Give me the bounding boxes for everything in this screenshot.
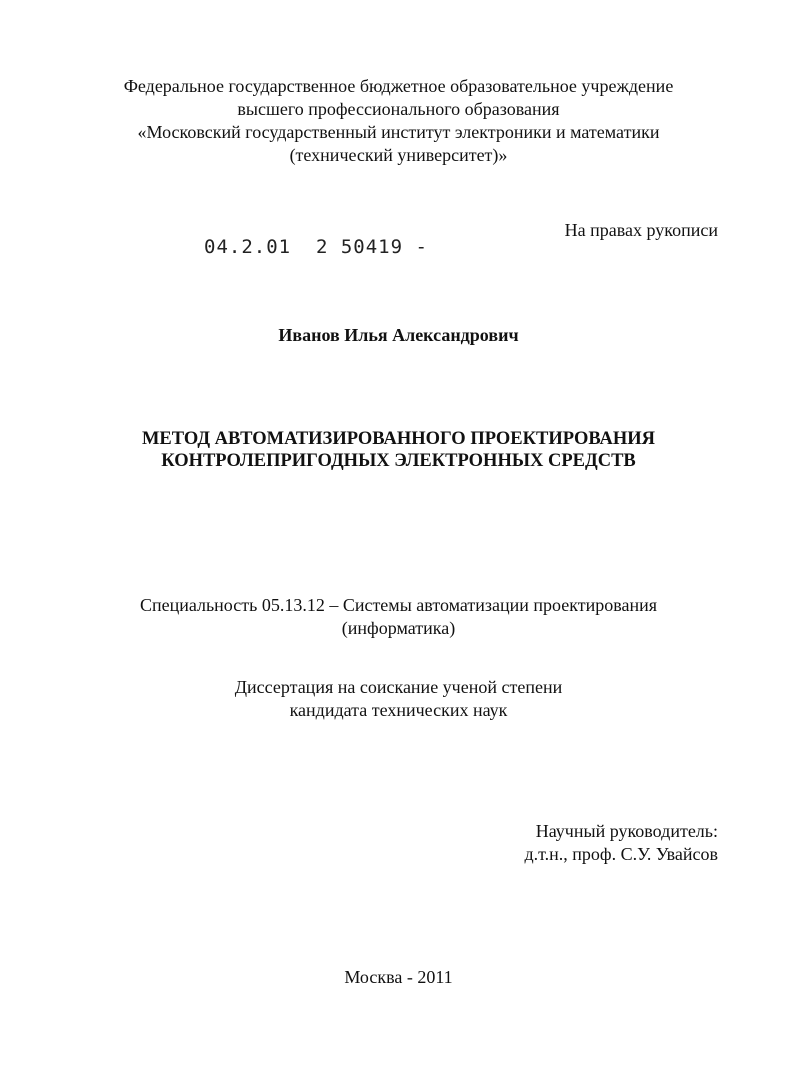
supervisor (525, 820, 719, 866)
header-line-2: высшего профессионального образования (237, 99, 560, 119)
registration-stamp: 04.2.01 2 50419 - (204, 236, 428, 258)
dissertation-line-1: Диссертация на соискание ученой степени (234, 677, 563, 697)
specialty (0, 594, 797, 640)
specialty-line-2: (информатика) (341, 618, 456, 638)
header-line-1: Федеральное государственное бюджетное образовательное учреждение (123, 76, 674, 96)
supervisor-line-1: Научный руководитель: (535, 821, 718, 841)
title-line-1: МЕТОД АВТОМАТИЗИРОВАННОГО ПРОЕКТИРОВАНИЯ (141, 429, 656, 449)
title-line-2: КОНТРОЛЕПРИГОДНЫХ ЭЛЕКТРОННЫХ СРЕДСТВ (161, 451, 636, 471)
dissertation-degree (0, 676, 797, 722)
header-line-3: «Московский государственный институт электроники и математики (137, 122, 660, 142)
supervisor-line-2: д.т.н., проф. С.У. Увайсов (524, 844, 718, 864)
author-name: Иванов Илья Александрович (278, 325, 519, 345)
dissertation-line-2: кандидата технических наук (289, 700, 508, 720)
thesis-title (0, 428, 797, 472)
institution-header (0, 75, 797, 167)
rights-note: На правах рукописи (564, 220, 718, 240)
city-year: Москва - 2011 (344, 967, 453, 987)
specialty-line-1: Специальность 05.13.12 – Системы автоматизации проектирования (139, 595, 658, 615)
header-line-4: (технический университет)» (289, 145, 508, 165)
